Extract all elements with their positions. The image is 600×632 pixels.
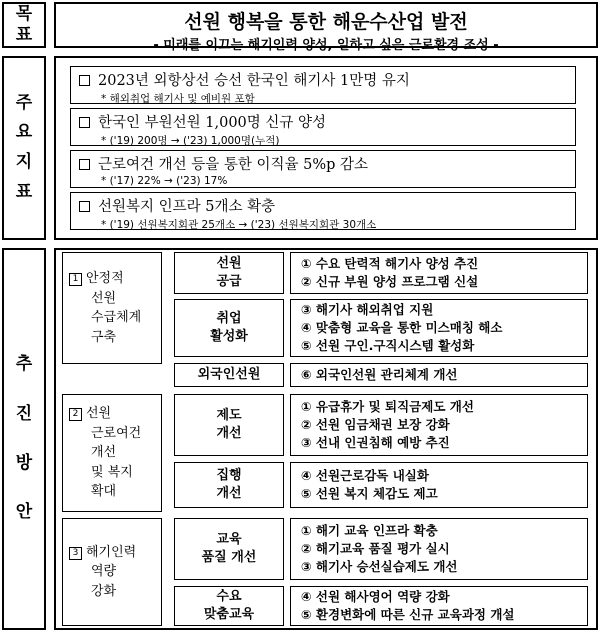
action-box: [290, 518, 588, 580]
category-line: 강화: [91, 583, 117, 599]
action-box: [290, 363, 588, 387]
checkbox-icon: [79, 201, 90, 212]
indicators-box: [54, 56, 598, 240]
subcategory-line: 개선: [216, 486, 242, 501]
subcategory-box: [174, 462, 284, 508]
strategy-label: [2, 248, 46, 630]
subcategory-line: 공급: [216, 274, 242, 289]
category-line-text: 안정적: [86, 271, 124, 286]
indicator-text-row: [79, 69, 569, 90]
action-item: ② 해기교육 품질 평가 실시: [301, 540, 450, 556]
action-item: ⑤ 환경변화에 따른 신규 교육과정 개설: [301, 607, 515, 622]
indicator-text-row: [79, 153, 569, 174]
subcategory-line: 외국인선원: [197, 367, 261, 383]
category-line: 확대: [91, 484, 117, 500]
subcategory-line: 집행: [216, 468, 242, 484]
category-line: [69, 404, 141, 424]
subcategory-line: 맞춤교육: [203, 607, 255, 622]
subcategory-line: 품질 개선: [201, 550, 257, 565]
category-line: 수급체계: [91, 310, 142, 325]
subcategory-line: 제도: [216, 408, 242, 424]
action-box: [290, 394, 588, 456]
action-item: ⑤ 선원 복지 체감도 제고: [301, 486, 438, 501]
category-text: [69, 269, 141, 347]
indicator-item: [70, 108, 576, 146]
subcategory-line: 수요: [216, 589, 242, 605]
category-text: [69, 543, 136, 602]
goal-box: [54, 2, 598, 53]
indicator-note: * ('19) 선원복지회관 25개소 → ('23) 선원복지회관 30개소: [101, 219, 377, 231]
goal-label-char-2: 표: [15, 25, 33, 45]
subcategory-box: [174, 299, 284, 357]
strategy-label-char-4: 안: [15, 502, 33, 523]
subcategory-text: [216, 407, 241, 442]
goal-label-char-1: 목: [15, 3, 33, 24]
indicator-text: 근로여건 개선 등을 통한 이직율 5%p 감소: [98, 157, 369, 173]
category-line: [69, 269, 141, 289]
category-line: 역량: [91, 564, 117, 580]
indicator-text: 2023년 외항상선 승선 한국인 해기사 1만명 유지: [98, 73, 410, 89]
indicator-text: 한국인 부원선원 1,000명 신규 양성: [98, 115, 327, 131]
subcategory-box: [174, 518, 284, 580]
goal-label: [2, 2, 46, 48]
indicators-label-char-1: 주: [15, 92, 33, 113]
action-item: ③ 선내 인권침해 예방 추진: [301, 435, 450, 451]
action-item: ① 유급휴가 및 퇴직금제도 개선: [301, 398, 474, 414]
subcategory-text: [202, 531, 257, 566]
category-line: [69, 543, 136, 563]
category-number: 3: [69, 547, 82, 560]
strategy-category: [62, 518, 162, 626]
goal-title: 선원 행복을 통한 해운수산업 발전: [184, 11, 468, 33]
category-text: [69, 404, 141, 502]
goal-subtitle: - 미래를 이끄는 해기인력 양성, 일하고 싶은 근로환경 조성 -: [153, 38, 499, 53]
strategy-category: [62, 394, 162, 512]
action-item: ② 신규 부원 양성 프로그램 신설: [301, 274, 479, 289]
subcategory-text: [216, 255, 241, 290]
action-item: ④ 선원 해사영어 역량 강화: [301, 588, 450, 604]
subcategory-box: [174, 586, 284, 626]
indicators-label-char-2: 요: [15, 122, 33, 143]
action-box: [290, 586, 588, 626]
action-item: ① 수요 탄력적 해기사 양성 추진: [301, 255, 479, 271]
category-number: 2: [69, 408, 82, 421]
indicator-note: * 해외취업 해기사 및 예비원 포함: [101, 93, 255, 105]
strategy-category: [62, 252, 162, 364]
indicator-item: [70, 150, 576, 188]
indicator-text-row: [79, 195, 569, 216]
subcategory-line: 선원: [216, 256, 242, 272]
action-item: ③ 해기사 해외취업 지원: [301, 301, 434, 317]
indicator-item: [70, 192, 576, 230]
indicators-label-char-3: 지: [15, 152, 33, 172]
action-box: [290, 462, 588, 508]
action-item: ⑤ 선원 구인.구직시스템 활성화: [301, 338, 475, 354]
strategy-label-char-3: 방: [15, 453, 33, 473]
subcategory-line: 취업: [216, 311, 242, 327]
category-line: 및 복지: [91, 464, 133, 480]
strategy-box: [54, 248, 598, 630]
action-box: [290, 299, 588, 357]
subcategory-text: [204, 588, 254, 623]
indicator-text-row: [79, 111, 569, 132]
action-item: ④ 선원근로감독 내실화: [301, 467, 429, 483]
category-line-text: 해기인력: [86, 544, 137, 560]
subcategory-line: 교육: [216, 532, 242, 548]
category-line: 구축: [91, 329, 117, 345]
checkbox-icon: [79, 159, 90, 170]
strategy-label-char-2: 진: [15, 403, 33, 424]
category-line-text: 선원: [86, 406, 112, 422]
indicator-item: [70, 66, 576, 104]
subcategory-box: [174, 363, 284, 387]
action-box: [290, 252, 588, 294]
indicators-label-char-4: 표: [15, 181, 33, 202]
indicators-label: [2, 56, 46, 240]
category-line: 개선: [91, 445, 117, 461]
category-line: 근로여건: [91, 425, 142, 441]
indicator-text: 선원복지 인프라 5개소 확충: [98, 199, 276, 215]
subcategory-box: [174, 394, 284, 456]
category-line: 선원: [91, 290, 117, 306]
strategy-label-char-1: 추: [15, 354, 33, 375]
action-item: ① 해기 교육 인프라 확충: [301, 522, 438, 538]
indicator-note: * ('19) 200명 → ('23) 1,000명(누적): [101, 135, 280, 147]
indicator-note: * ('17) 22% → ('23) 17%: [101, 175, 228, 187]
subcategory-box: [174, 252, 284, 294]
action-item: ③ 해기사 승선실습제도 개선: [301, 559, 458, 575]
subcategory-line: 개선: [216, 426, 242, 441]
action-item: ⑥ 외국인선원 관리체계 개선: [301, 366, 458, 382]
checkbox-icon: [79, 117, 90, 128]
action-item: ② 선원 임금채권 보장 강화: [301, 416, 450, 432]
subcategory-text: [210, 310, 248, 345]
subcategory-text: [216, 467, 241, 502]
category-number: 1: [69, 273, 82, 286]
action-item: ④ 맞춤형 교육을 통한 미스매칭 해소: [301, 319, 503, 335]
subcategory-line: 활성화: [210, 329, 248, 344]
checkbox-icon: [79, 75, 90, 86]
